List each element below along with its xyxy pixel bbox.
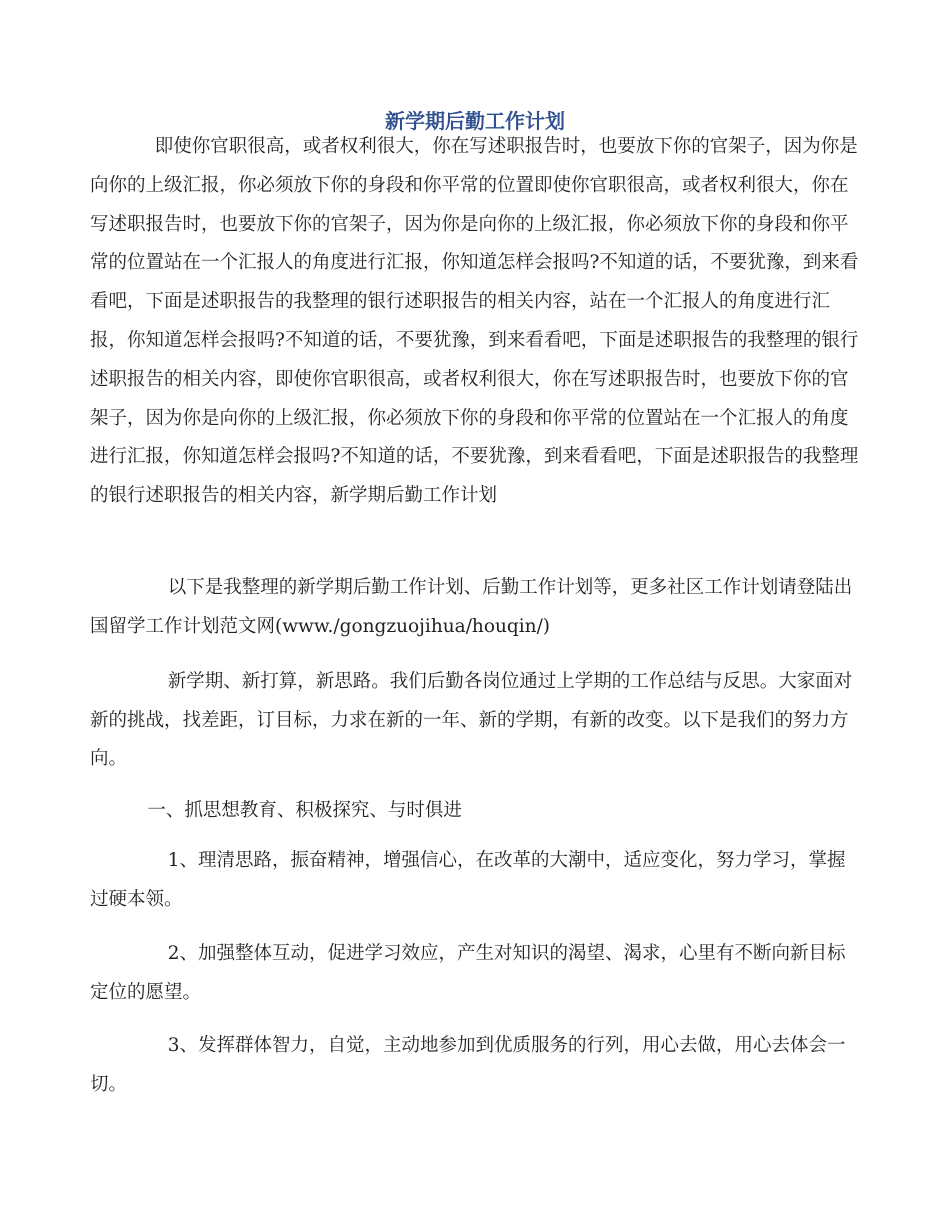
list-item-1: 1、理清思路，振奋精神，增强信心，在改革的大潮中，适应变化，努力学习，掌握过硬本领。 xyxy=(90,850,846,910)
document-title: 新学期后勤工作计划 xyxy=(385,109,565,133)
section-heading-1: 一、抓思想教育、积极探究、与时俱进 xyxy=(147,800,462,821)
intro-paragraph: 即使你官职很高，或者权利很大，你在写述职报告时，也要放下你的官架子，因为你是向你的上级汇报，你必须放下你的身段和你平常的位置即使你官职很高，或者权利很大，你在写述职报告时，也要放下你的官架子，因为你是向你的上级汇报，你必须放下你的身段和你平常的位置站在一个汇报人的角度进行汇报，你知道怎样会报吗?不知道的话，不要犹豫，到来看看吧，下面是述职报告的我整理的银行述职报告的相关内容，站在一个汇报人的角度进行汇报，你知道怎样会报吗?不知道的话，不要犹豫，到来看看吧，下面是述职报告的我整理的银行述职报告的相关内容，即使你官职很高，或者权利很大，你在写述职报告时，也要放下你的官架子，因为你是向你的上级汇报，你必须放下你的身段和你平常的位置站在一个汇报人的角度进行汇报，你知道怎样会报吗?不知道的话，不要犹豫，到来看看吧，下面是述职报告的我整理的银行述职报告的相关内容，新学期后勤工作计划 xyxy=(90,136,859,507)
overview-paragraph: 新学期、新打算，新思路。我们后勤各岗位通过上学期的工作总结与反思。大家面对新的挑战，找差距，订目标，力求在新的一年、新的学期，有新的改变。以下是我们的努力方向。 xyxy=(90,671,853,769)
list-item-2: 2、加强整体互动，促进学习效应，产生对知识的渴望、渴求，心里有不断向新目标定位的愿望。 xyxy=(90,943,846,1003)
summary-paragraph: 以下是我整理的新学期后勤工作计划、后勤工作计划等，更多社区工作计划请登陆出国留学工作计划范文网(www./gongzuojihua/houqin/) xyxy=(90,577,853,637)
list-item-3: 3、发挥群体智力，自觉，主动地参加到优质服务的行列，用心去做，用心去体会一切。 xyxy=(90,1035,846,1095)
